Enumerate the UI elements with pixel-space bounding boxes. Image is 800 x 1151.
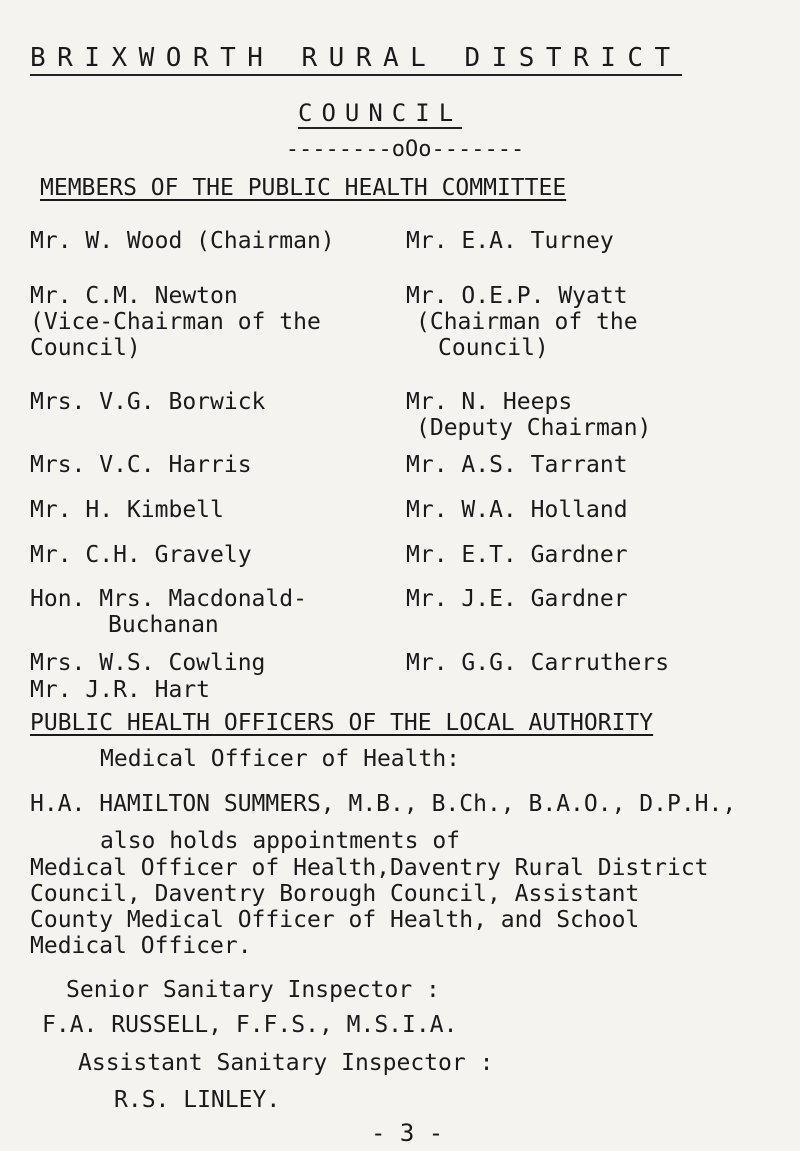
ssi-name: F.A. RUSSELL, F.F.S., M.S.I.A. (42, 1012, 458, 1038)
member-entry: Mr. O.E.P. Wyatt (406, 283, 628, 309)
member-entry: Mr. C.H. Gravely (30, 542, 252, 568)
committee-heading: MEMBERS OF THE PUBLIC HEALTH COMMITTEE (40, 175, 567, 201)
member-entry: Mr. G.G. Carruthers (406, 650, 670, 676)
member-entry: Hon. Mrs. Macdonald- (30, 586, 307, 612)
member-entry: Mr. E.A. Turney (406, 228, 614, 254)
moh-note-line: Medical Officer of Health,Daventry Rural District (30, 855, 709, 881)
ssi-title: Senior Sanitary Inspector : (66, 977, 440, 1003)
member-entry: Mr. A.S. Tarrant (406, 452, 628, 478)
member-entry: Mr. J.E. Gardner (406, 586, 628, 612)
asi-name: R.S. LINLEY. (114, 1087, 281, 1113)
moh-note-line: County Medical Officer of Health, and School (30, 907, 640, 933)
asi-title: Assistant Sanitary Inspector : (78, 1050, 494, 1076)
member-entry: Mr. W. Wood (Chairman) (30, 228, 335, 254)
member-entry: Mr. E.T. Gardner (406, 542, 628, 568)
member-entry: Mrs. V.C. Harris (30, 452, 252, 478)
separator: --------oOo------- (285, 137, 525, 162)
member-entry: Mr. J.R. Hart (30, 677, 211, 703)
member-entry-detail: Council) (438, 335, 549, 361)
member-entry: Mr. C.M. Newton (30, 283, 238, 309)
moh-title: Medical Officer of Health: (100, 746, 461, 772)
member-entry-detail: Buchanan (108, 612, 219, 638)
page-number: - 3 - (371, 1119, 444, 1147)
member-entry-detail: (Vice-Chairman of the (30, 309, 321, 335)
member-entry-detail: (Deputy Chairman) (416, 415, 652, 441)
member-entry: Mrs. V.G. Borwick (30, 389, 266, 415)
moh-note-line: Council, Daventry Borough Council, Assistant (30, 881, 640, 907)
moh-note-line: also holds appointments of (100, 828, 461, 854)
council-title-line2: COUNCIL (298, 99, 463, 127)
officers-heading: PUBLIC HEALTH OFFICERS OF THE LOCAL AUTHORITY (30, 710, 654, 736)
member-entry: Mr. W.A. Holland (406, 497, 628, 523)
moh-name: H.A. HAMILTON SUMMERS, M.B., B.Ch., B.A.O., D.P.H., (30, 791, 737, 817)
council-title-line1: BRIXWORTH RURAL DISTRICT (30, 44, 682, 76)
member-entry-detail: Council) (30, 335, 141, 361)
moh-note-line: Medical Officer. (30, 933, 252, 959)
member-entry: Mr. H. Kimbell (30, 497, 224, 523)
member-entry: Mrs. W.S. Cowling (30, 650, 266, 676)
member-entry: Mr. N. Heeps (406, 389, 573, 415)
member-entry-detail: (Chairman of the (416, 309, 638, 335)
